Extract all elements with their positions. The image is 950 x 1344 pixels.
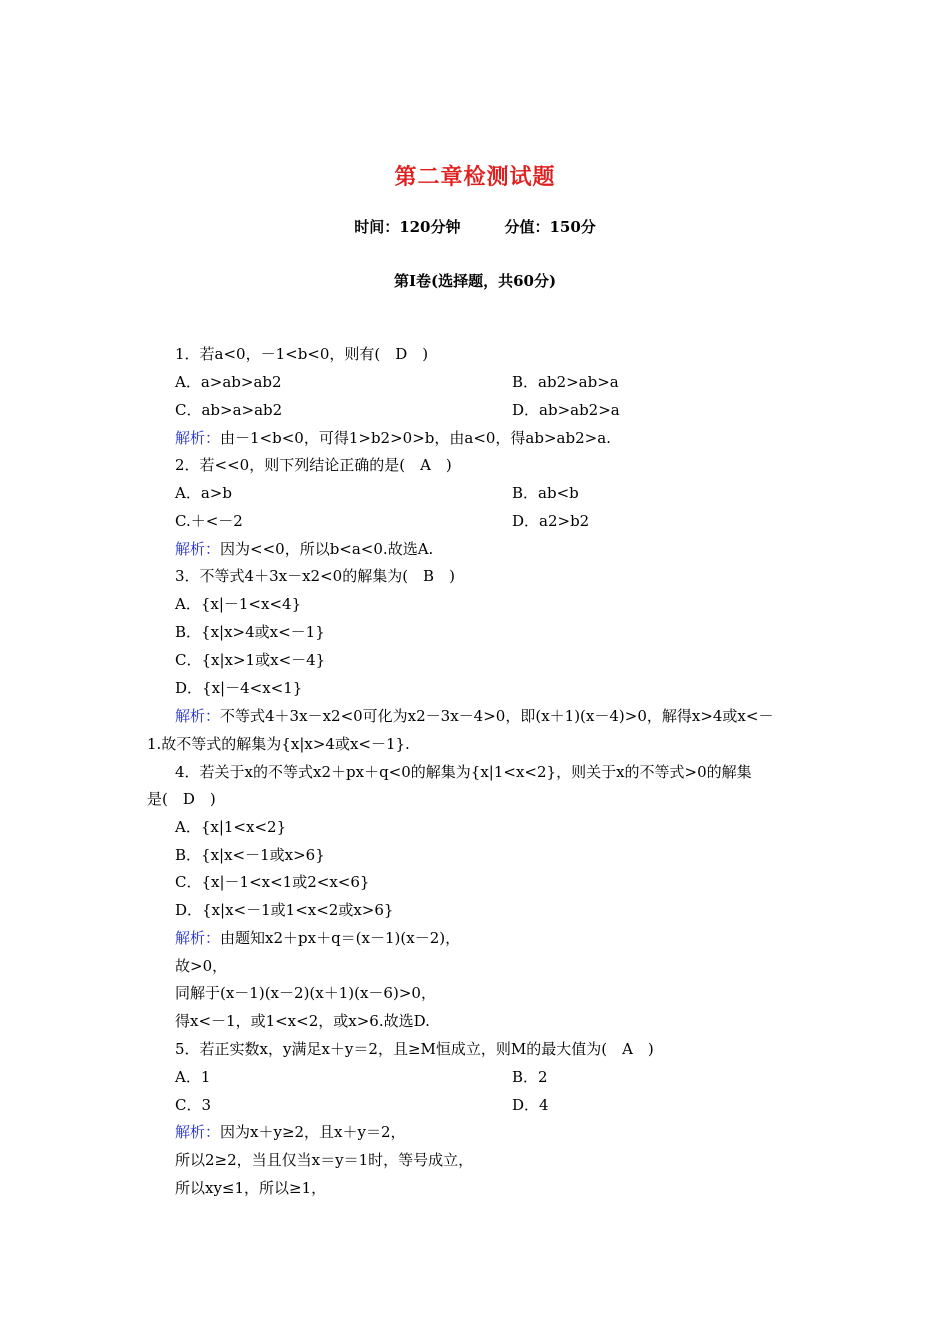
q4-option-b: B．{x|x<－1或x>6} [175, 846, 325, 864]
solution-label: 解析： [175, 707, 221, 725]
q2-option-d: D．a2>b2 [512, 512, 590, 530]
q1-option-c: C．ab>a>ab2 [175, 401, 283, 419]
solution-label: 解析： [175, 429, 221, 447]
q4-solution-text-1: 由题知x2＋px＋q＝(x－1)(x－2)， [220, 929, 461, 947]
exam-meta [0, 216, 950, 237]
q2-option-a: A．a>b [175, 484, 232, 502]
q5-solution-text-3: 所以xy≤1，所以≥1， [175, 1179, 327, 1197]
section-heading: 第Ⅰ卷(选择题，共60分) [393, 272, 557, 290]
q5-option-b: B．2 [512, 1068, 548, 1086]
solution-label: 解析： [175, 1123, 221, 1141]
q4-solution [175, 928, 460, 948]
q5-solution-text-2: 所以2≥2，当且仅当x＝y＝1时，等号成立， [175, 1151, 474, 1169]
q4-solution-text-2: 故>0， [175, 957, 228, 975]
q3-option-b: B．{x|x>4或x<－1} [175, 623, 325, 641]
q1-option-a: A．a>ab>ab2 [175, 373, 282, 391]
q5-option-c: C．3 [175, 1096, 212, 1114]
q5-solution [175, 1122, 406, 1142]
q3-solution [175, 706, 773, 726]
q5-option-a: A．1 [175, 1068, 211, 1086]
q2-option-b: B．ab<b [512, 484, 579, 502]
q1-option-b: B．ab2>ab>a [512, 373, 619, 391]
q4-solution-text-3: 同解于(x－1)(x－2)(x＋1)(x－6)>0， [175, 984, 436, 1002]
q2-stem: 2．若<<0，则下列结论正确的是( A ) [175, 456, 452, 474]
document-title: 第二章检测试题 [394, 164, 556, 190]
q4-solution-text-4: 得x<－1，或1<x<2，或x>6.故选D. [175, 1012, 430, 1030]
q4-option-a: A．{x|1<x<2} [175, 818, 287, 836]
solution-label: 解析： [175, 929, 221, 947]
q5-stem: 5．若正实数x，y满足x＋y＝2，且≥M恒成立，则M的最大值为( A ) [175, 1040, 654, 1058]
q3-option-a: A．{x|－1<x<4} [175, 595, 302, 613]
q1-option-d: D．ab>ab2>a [512, 401, 620, 419]
q3-stem: 3．不等式4＋3x－x2<0的解集为( B ) [175, 567, 455, 585]
q1-solution [175, 428, 611, 448]
q4-option-c: C．{x|－1<x<1或2<x<6} [175, 873, 370, 891]
q2-option-c: C.＋<－2 [175, 512, 243, 530]
q3-option-c: C．{x|x>1或x<－4} [175, 651, 326, 669]
q5-solution-text-1: 因为x＋y≥2，且x＋y＝2， [220, 1123, 406, 1141]
q3-solution-text-2: 1.故不等式的解集为{x|x>4或x<－1}. [147, 735, 410, 753]
q3-option-d: D．{x|－4<x<1} [175, 679, 303, 697]
q2-solution-text: 因为<<0，所以b<a<0.故选A. [220, 540, 434, 558]
exam-score: 分值：150分 [504, 218, 596, 236]
solution-label: 解析： [175, 540, 221, 558]
q4-stem-2: 是( D ) [147, 790, 216, 808]
q4-option-d: D．{x|x<－1或1<x<2或x>6} [175, 901, 394, 919]
q5-option-d: D．4 [512, 1096, 549, 1114]
exam-time: 时间：120分钟 [354, 218, 461, 236]
q1-solution-text: 由－1<b<0，可得1>b2>0>b，由a<0，得ab>ab2>a. [220, 429, 611, 447]
q3-solution-text-1: 不等式4＋3x－x2<0可化为x2－3x－4>0，即(x＋1)(x－4)>0，解得x>4或x<－ [220, 707, 774, 725]
q1-stem: 1．若a<0，－1<b<0，则有( D ) [175, 345, 429, 363]
q2-solution [175, 539, 433, 559]
q4-stem-1: 4．若关于x的不等式x2＋px＋q<0的解集为{x|1<x<2}，则关于x的不等式>0的解集 [175, 763, 752, 781]
